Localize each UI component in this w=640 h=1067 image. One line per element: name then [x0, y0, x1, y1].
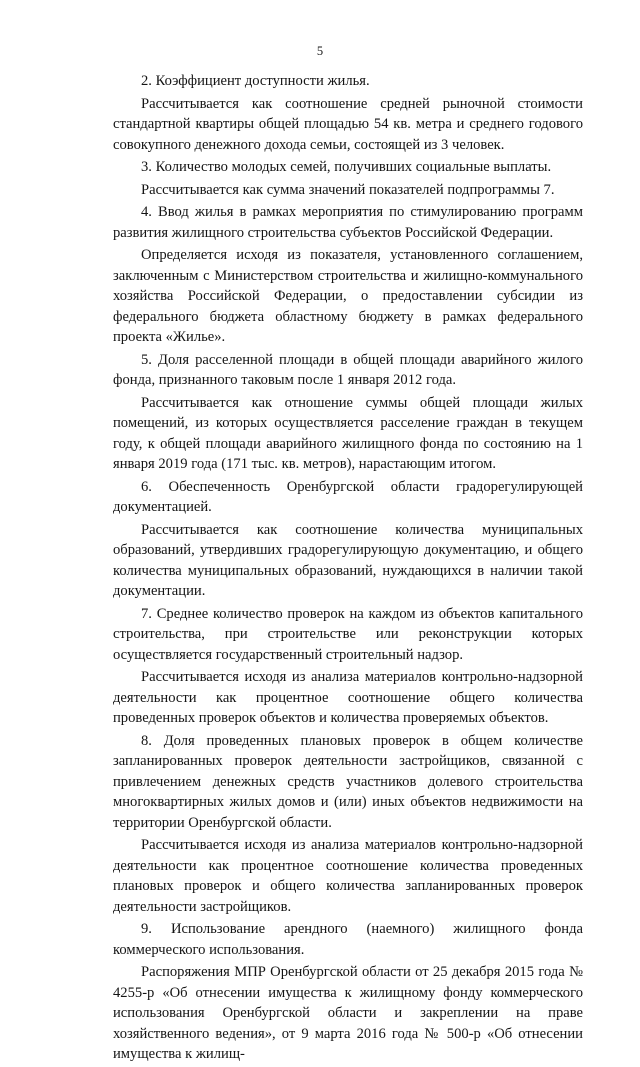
paragraph-indicator-9-method: Распоряжения МПР Оренбургской области от 25 декабря 2015 года № 4255-р «Об отнесении имущества к жилищному фонду коммерческого использования Оренбургской области и закреплении на праве хозяйственного ведения», от 9 марта 2016 года № 500-р «Об отнесении имущества к жилищ-: [113, 964, 583, 1062]
paragraph-indicator-5-title: 5. Доля расселенной площади в общей площади аварийного жилого фонда, признанного таковым после 1 января 2012 года.: [113, 351, 583, 388]
paragraph-indicator-2-title: 2. Коэффициент доступности жилья.: [141, 73, 370, 89]
paragraph-indicator-7-method: Рассчитывается исходя из анализа материалов контрольно-надзорной деятельности как процентное соотношение общего количества проведенных проверок объектов и количества проверяемых объектов.: [113, 669, 583, 726]
paragraph-indicator-3-title: 3. Количество молодых семей, получивших социальные выплаты.: [141, 159, 552, 175]
paragraph-indicator-4-title: 4. Ввод жилья в рамках мероприятия по стимулированию программ развития жилищного строительства субъектов Российской Федерации.: [113, 204, 583, 241]
paragraph-indicator-3-method: Рассчитывается как сумма значений показателей подпрограммы 7.: [141, 181, 555, 198]
paragraph-indicator-5-method: Рассчитывается как отношение суммы общей площади жилых помещений, из которых осуществляется расселение граждан в текущем году, к общей площади аварийного жилищного фонда по состоянию на 1 января 2019 года (171 тыс. кв. метров), нарастающим итогом.: [113, 394, 583, 472]
paragraph-indicator-2-method: Рассчитывается как соотношение средней рыночной стоимости стандартной квартиры общей площадью 54 кв. метра и среднего годового совокупного денежного дохода семьи, состоящей из 3 человек.: [113, 95, 583, 153]
page-number: 5: [316, 44, 324, 58]
paragraph-indicator-9-title: 9. Использование арендного (наемного) жилищного фонда коммерческого использования.: [113, 921, 583, 958]
paragraph-indicator-6-title: 6. Обеспеченность Оренбургской области градорегулирующей документацией.: [113, 478, 583, 515]
paragraph-indicator-8-method: Рассчитывается исходя из анализа материалов контрольно-надзорной деятельности как процентное соотношение количества проведенных плановых проверок и общего количества запланированных проверок деятельности застройщиков.: [113, 837, 583, 915]
paragraph-indicator-8-title: 8. Доля проведенных плановых проверок в общем количестве запланированных проверок деятельности застройщиков, связанной с привлечением денежных средств участников долевого строительства многоквартирных жилых домов и (или) иных объектов недвижимости на территории Оренбургской области.: [113, 732, 583, 831]
paragraph-indicator-6-method: Рассчитывается как соотношение количества муниципальных образований, утвердивших градорегулирующую документацию, и общего количества муниципальных образований, нуждающихся в наличии такой документации.: [113, 521, 583, 599]
paragraph-indicator-7-title: 7. Среднее количество проверок на каждом из объектов капитального строительства, при строительстве или реконструкции которых осуществляется государственный строительный надзор.: [113, 605, 583, 663]
paragraph-indicator-4-method: Определяется исходя из показателя, установленного соглашением, заключенным с Министерством строительства и жилищно-коммунального хозяйства Российской Федерации, о предоставлении субсидии из федерального бюджета областному бюджету в рамках федерального проекта «Жилье».: [113, 247, 583, 345]
document-body: [113, 71, 583, 1067]
